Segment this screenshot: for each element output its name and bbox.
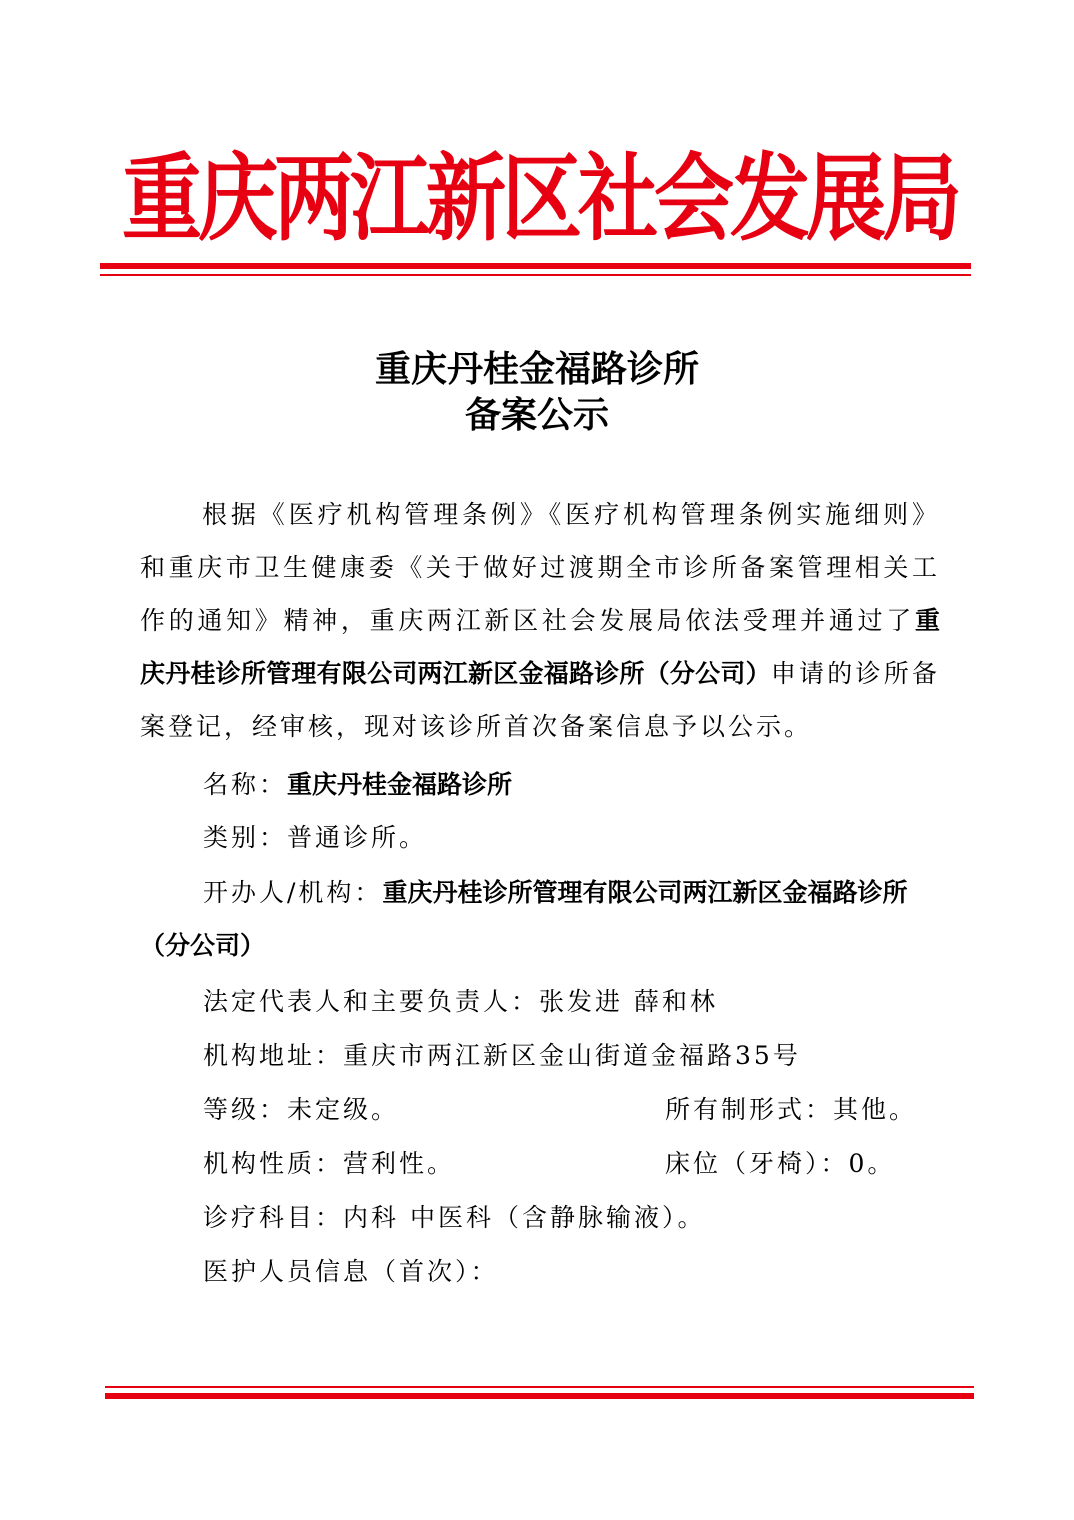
intro-applicant: 重庆丹桂诊所管理有限公司两江新区金福路诊所（分公司） <box>140 606 940 688</box>
intro-lead: 根据《医疗机构管理条例》《医疗机构管理条例实施细则》和重庆市卫生健康委《关于做好过渡期全市诊所备案管理相关工作的通知》精神，重庆两江新区社会发展局依法受理并通过了 <box>140 500 940 635</box>
footer-rule-thin <box>105 1386 974 1388</box>
field-ownership: 所有制形式：其他。 <box>665 1095 918 1124</box>
field-nature: 机构性质：营利性。 <box>203 1149 456 1178</box>
field-grade: 等级：未定级。 <box>203 1095 400 1124</box>
field-operator-value: 重庆丹桂诊所管理有限公司两江新区金福路诊所 <box>382 878 908 907</box>
field-departments: 诊疗科目：内科 中医科（含静脉输液）。 <box>203 1203 706 1232</box>
issuing-authority-header: 重庆两江新区社会发展局 <box>122 143 958 254</box>
field-address: 机构地址：重庆市两江新区金山街道金福路35号 <box>203 1041 801 1070</box>
field-name-label: 名称： <box>203 770 288 799</box>
field-operator-label: 开办人/机构： <box>203 878 383 907</box>
header-rule-thick <box>100 263 971 269</box>
notice-title-line1: 重庆丹桂金福路诊所 <box>374 348 699 390</box>
field-name-value: 重庆丹桂金福路诊所 <box>287 770 513 799</box>
intro-paragraph <box>140 488 940 753</box>
field-beds: 床位（牙椅）：0。 <box>665 1149 896 1178</box>
field-category: 类别：普通诊所。 <box>203 823 428 852</box>
footer-rule-thick <box>105 1393 974 1399</box>
field-operator <box>203 866 907 919</box>
intro-tail: 申请的诊所备案登记，经审核，现对该诊所首次备案信息予以公示。 <box>140 659 940 741</box>
field-staff: 医护人员信息（首次）： <box>203 1257 499 1286</box>
field-legal-rep: 法定代表人和主要负责人：张发进 薛和林 <box>203 987 718 1016</box>
field-name <box>203 758 512 811</box>
notice-title-line2: 备案公示 <box>464 394 609 436</box>
field-operator-value-cont: （分公司） <box>140 931 266 960</box>
header-rule-thin <box>100 274 971 276</box>
